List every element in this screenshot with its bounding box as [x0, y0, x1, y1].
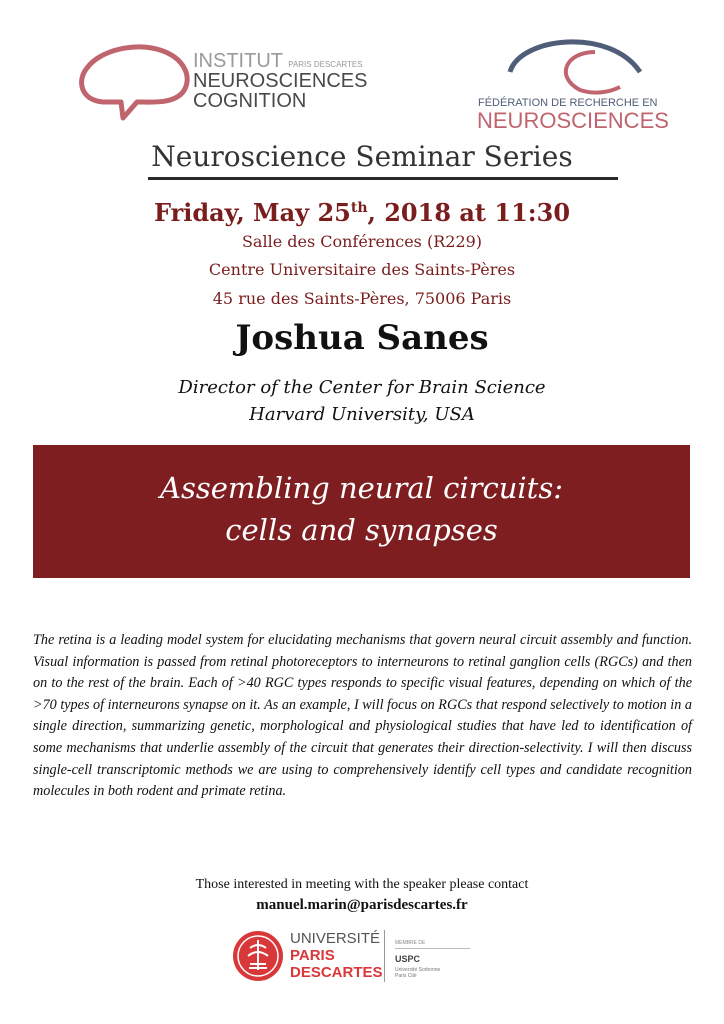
date-main: Friday, May 25 [153, 198, 351, 227]
federation-logo [470, 32, 680, 132]
series-title: Neuroscience Seminar Series [151, 140, 573, 173]
institute-line1: INSTITUT [193, 50, 283, 72]
uspc-sub1: Université Sorbonne [395, 967, 441, 973]
institute-logo [75, 40, 368, 130]
university-seal-icon [232, 930, 284, 982]
contact-email-link[interactable]: manuel.marin@parisdescartes.fr [256, 897, 468, 913]
event-date [0, 198, 724, 227]
contact-text: Those interested in meeting with the speaker please contact [195, 877, 529, 892]
date-time: , 2018 at 11:30 [367, 198, 571, 227]
university-line3: DESCARTES [290, 964, 383, 981]
institute-line3: COGNITION [193, 90, 307, 112]
abstract: The retina is a leading model system for elucidating mechanisms that govern neural circuit assembly and function. Visual information is passed from retinal photoreceptors to interneurons to retinal ganglion cells (RGCs) and then on to the rest of the brain. Each of >40 RGC types responds to specific visual features, depending on which of the >70 types of interneurons synapse on it. As an example, I will focus on RGCs that respond selectively to motion in a single direction, summarizing genetic, morphological and physiological studies that have led to identification of some mechanisms that underlie assembly of the circuit that generates their direction-selectivity. I will then discuss single-cell transcriptomic methods we are using to comprehensively identify cell types and candidate recognition molecules in both rodent and primate retina. [33, 632, 692, 800]
venue-address: 45 rue des Saints-Pères, 75006 Paris [212, 289, 512, 308]
speaker-title: Director of the Center for Brain Science [178, 377, 546, 398]
logo-divider [384, 930, 385, 982]
venue-building: Centre Universitaire des Saints-Pères [208, 260, 516, 279]
institute-line2: NEUROSCIENCES [193, 70, 368, 92]
brain-outline-icon [75, 40, 200, 130]
uspc-logo: USPC [395, 954, 421, 964]
member-label: MEMBRE DE [395, 940, 426, 946]
institute-subtitle: PARIS DESCARTES [288, 60, 363, 69]
speaker-affiliation: Harvard University, USA [249, 404, 475, 425]
date-suffix: th [350, 200, 368, 216]
swirl-icon [500, 32, 650, 102]
venue-room: Salle des Conférences (R229) [241, 232, 483, 251]
university-logo [232, 928, 482, 988]
title-divider [148, 177, 618, 180]
federation-line2: NEUROSCIENCES [477, 108, 669, 133]
university-line1: UNIVERSITÉ [290, 930, 381, 947]
uspc-sub2: Paris Cité [395, 973, 417, 979]
talk-title-line2: cells and synapses [225, 513, 498, 547]
member-rule [395, 948, 470, 949]
talk-title-line1: Assembling neural circuits: [160, 471, 563, 505]
university-line2: PARIS [290, 947, 335, 964]
speaker-name: Joshua Sanes [235, 318, 489, 358]
federation-line1: FÉDÉRATION DE RECHERCHE EN [478, 97, 658, 109]
talk-title-banner [33, 445, 690, 578]
